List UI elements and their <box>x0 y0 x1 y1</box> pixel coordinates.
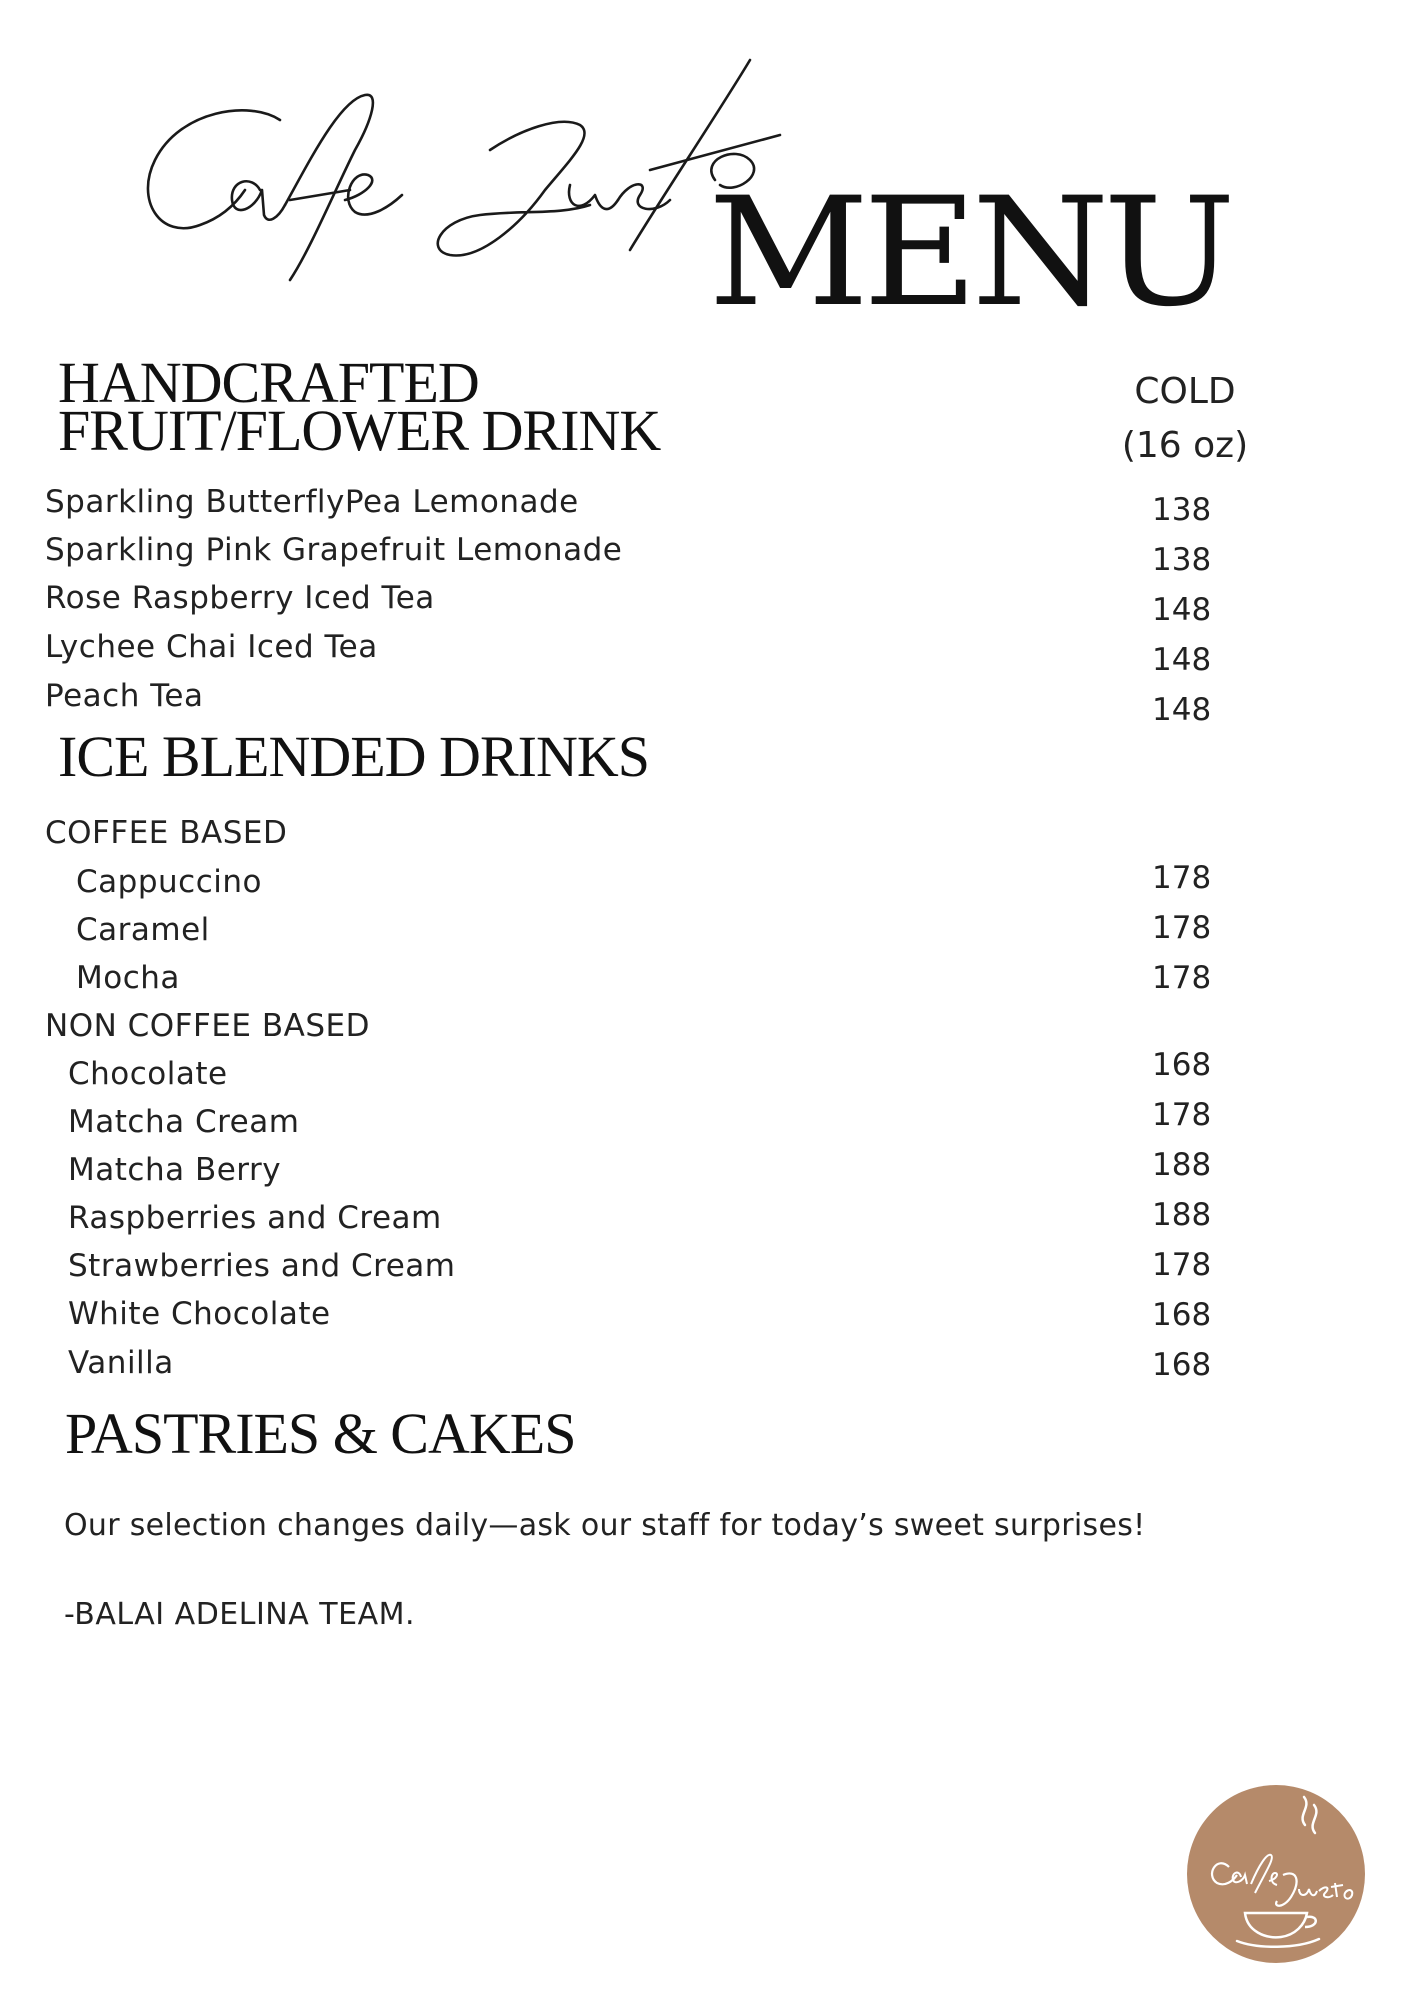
team-signature: -BALAI ADELINA TEAM. <box>64 1597 416 1632</box>
section-title-pastries: PASTRIES & CAKES <box>65 1401 576 1466</box>
column-header-cold: COLD <box>1134 371 1236 412</box>
menu-item-price: 188 <box>1152 1147 1212 1183</box>
menu-item-price: 168 <box>1152 1047 1212 1083</box>
menu-item-price: 148 <box>1152 592 1212 628</box>
menu-item-price: 178 <box>1152 860 1212 896</box>
coffee-cup-icon <box>1187 1785 1365 1963</box>
menu-item-name: Matcha Cream <box>68 1104 300 1140</box>
menu-item-price: 178 <box>1152 1247 1212 1283</box>
menu-item-name: Mocha <box>76 960 180 996</box>
menu-item-name: Raspberries and Cream <box>68 1200 442 1236</box>
menu-item-name: Sparkling Pink Grapefruit Lemonade <box>45 532 623 568</box>
menu-item-name: Caramel <box>76 912 210 948</box>
menu-item-price: 178 <box>1152 1097 1212 1133</box>
menu-title: MENU <box>708 166 1230 340</box>
menu-item-price: 168 <box>1152 1347 1212 1383</box>
menu-item-price: 178 <box>1152 910 1212 946</box>
subsection-coffee-based: COFFEE BASED <box>45 815 288 851</box>
menu-item-price: 148 <box>1152 692 1212 728</box>
menu-item-price: 138 <box>1152 492 1212 528</box>
menu-item-price: 148 <box>1152 642 1212 678</box>
menu-item-name: Peach Tea <box>45 678 204 714</box>
menu-item-price: 188 <box>1152 1197 1212 1233</box>
menu-item-name: Chocolate <box>68 1056 228 1092</box>
menu-item-name: Cappuccino <box>76 864 262 900</box>
cafe-logo-badge <box>1187 1785 1365 1963</box>
subsection-non-coffee-based: NON COFFEE BASED <box>45 1008 370 1044</box>
menu-item-name: Vanilla <box>68 1345 174 1381</box>
menu-item-price: 138 <box>1152 542 1212 578</box>
section-title-ice-blended: ICE BLENDED DRINKS <box>58 724 649 789</box>
menu-item-name: Sparkling ButterflyPea Lemonade <box>45 484 579 520</box>
menu-item-name: Strawberries and Cream <box>68 1248 456 1284</box>
section-title-handcrafted: HANDCRAFTED <box>58 350 479 415</box>
menu-item-name: White Chocolate <box>68 1296 331 1332</box>
section-title-fruit-flower: FRUIT/FLOWER DRINK <box>58 398 661 463</box>
menu-item-name: Rose Raspberry Iced Tea <box>45 580 435 616</box>
column-header-size: (16 oz) <box>1121 425 1249 466</box>
menu-item-name: Lychee Chai Iced Tea <box>45 629 378 665</box>
size-column-header <box>1120 365 1250 473</box>
menu-item-price: 178 <box>1152 960 1212 996</box>
menu-item-name: Matcha Berry <box>68 1152 282 1188</box>
menu-item-price: 168 <box>1152 1297 1212 1333</box>
pastries-note: Our selection changes daily—ask our staff for today’s sweet surprises! <box>64 1508 1146 1543</box>
